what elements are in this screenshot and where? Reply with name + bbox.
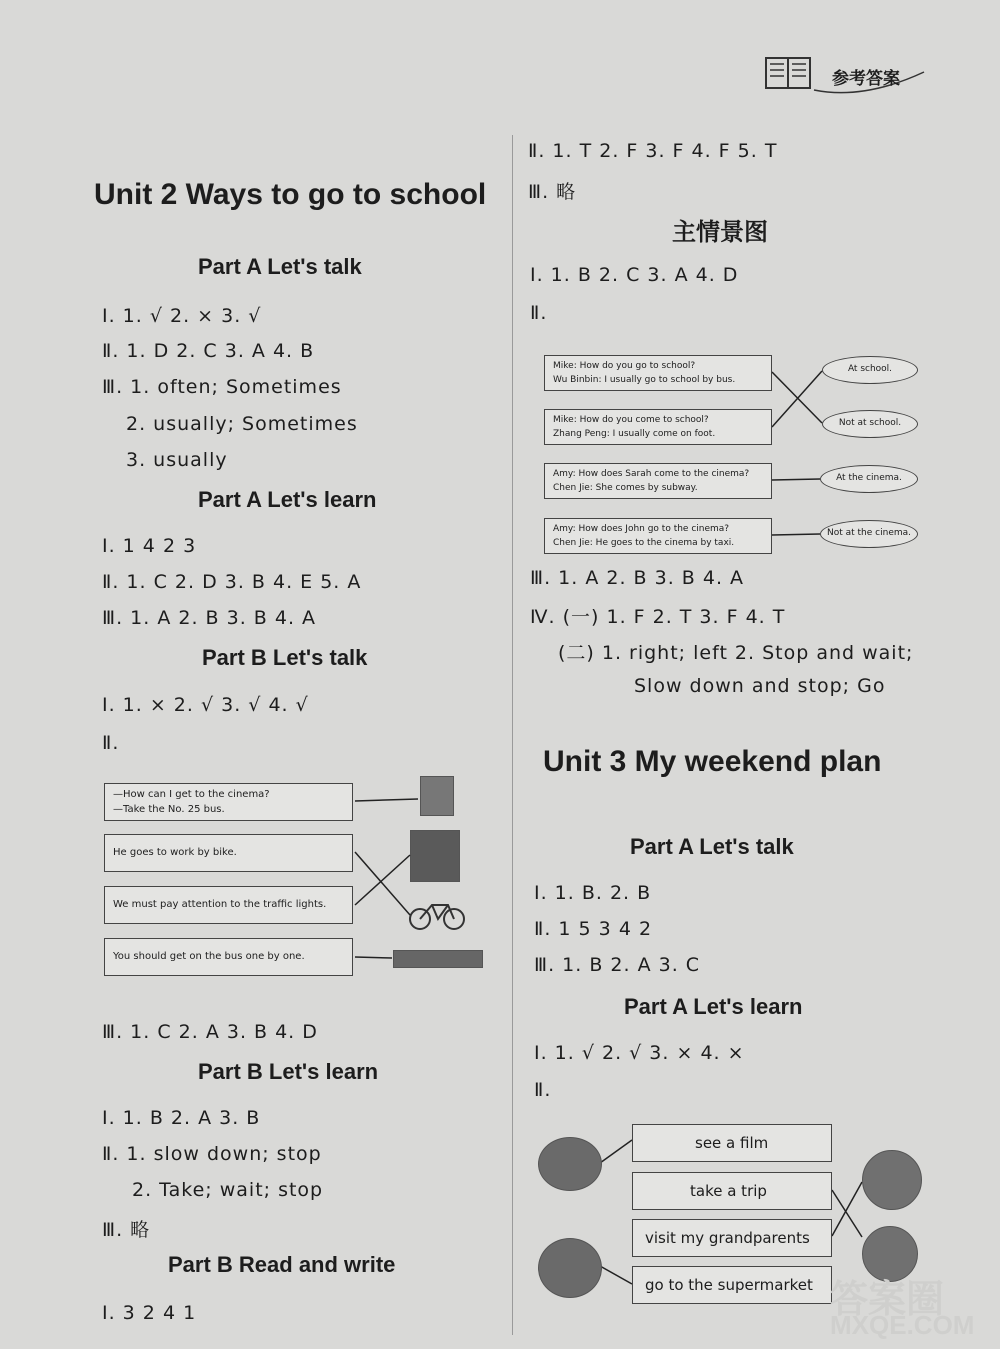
scene-line-5: (二) 1. right; left 2. Stop and wait; — [558, 642, 914, 664]
b-learn-line-1: Ⅰ. 1. B 2. A 3. B — [102, 1107, 261, 1129]
phrase-label-3: visit my grandparents — [645, 1229, 810, 1247]
b-read-heading: Part B Read and write — [168, 1252, 396, 1277]
b-learn-line-2: Ⅱ. 1. slow down; stop — [102, 1143, 322, 1165]
unit3-title: Unit 3 My weekend plan — [543, 745, 882, 778]
header-title: 参考答案 — [832, 69, 900, 89]
b-talk-line-3: Ⅲ. 1. C 2. A 3. B 4. D — [102, 1021, 318, 1043]
match-box-3: We must pay attention to the traffic lights. — [104, 886, 353, 924]
b-talk-line-2: Ⅱ. — [102, 732, 120, 754]
a-talk-line-5: 3. usually — [126, 449, 228, 471]
dialog-box-4: Amy: How does John go to the cinema? Chen Jie: He goes to the cinema by taxi. — [544, 518, 772, 554]
dialog-box-1: Mike: How do you go to school? Wu Binbin: I usually go to school by bus. — [544, 355, 772, 391]
watermark-logo: 答案圈 — [830, 1279, 945, 1321]
scene-line-6: Slow down and stop; Go — [634, 675, 886, 697]
b-read-line-1: Ⅰ. 3 2 4 1 — [102, 1302, 197, 1324]
right-top-line-2: Ⅲ. 略 — [528, 181, 577, 203]
a-learn-line-3: Ⅲ. 1. A 2. B 3. B 4. A — [102, 607, 317, 629]
film-ticket-picture — [538, 1137, 602, 1191]
scene-line-4: Ⅳ. (一) 1. F 2. T 3. F 4. T — [530, 606, 786, 628]
u3-a-talk-heading: Part A Let's talk — [630, 834, 794, 859]
right-top-line-1: Ⅱ. 1. T 2. F 3. F 4. F 5. T — [528, 140, 778, 162]
a-learn-line-2: Ⅱ. 1. C 2. D 3. B 4. E 5. A — [102, 571, 362, 593]
u3-a-learn-heading: Part A Let's learn — [624, 994, 803, 1019]
scene-line-1: Ⅰ. 1. B 2. C 3. A 4. D — [530, 264, 739, 286]
u3-a-talk-line-2: Ⅱ. 1 5 3 4 2 — [534, 918, 653, 940]
a-talk-line-3: Ⅲ. 1. often; Sometimes — [102, 376, 342, 398]
scene-heading: 主情景图 — [672, 218, 768, 246]
phrase-label-2: take a trip — [690, 1182, 767, 1200]
phrase-visit-grandparents — [632, 1219, 832, 1257]
match-box-1: —How can I get to the cinema? —Take the No. 25 bus. — [104, 783, 353, 821]
match-box-2: He goes to work by bike. — [104, 834, 353, 872]
b-learn-heading: Part B Let's learn — [198, 1059, 379, 1084]
a-talk-line-2: Ⅱ. 1. D 2. C 3. A 4. B — [102, 340, 315, 362]
a-learn-heading: Part A Let's learn — [198, 487, 377, 512]
dialog-box-2: Mike: How do you come to school? Zhang Peng: I usually come on foot. — [544, 409, 772, 445]
phrase-see-a-film — [632, 1124, 832, 1162]
phrase-take-a-trip — [632, 1172, 832, 1210]
phrase-label-4: go to the supermarket — [645, 1276, 813, 1294]
a-talk-line-1: Ⅰ. 1. √ 2. × 3. √ — [102, 305, 262, 327]
u3-a-talk-line-1: Ⅰ. 1. B. 2. B — [534, 882, 652, 904]
b-talk-line-1: Ⅰ. 1. × 2. √ 3. √ 4. √ — [102, 694, 309, 716]
oval-not-at-cinema: Not at the cinema. — [820, 520, 918, 548]
b-learn-line-4: Ⅲ. 略 — [102, 1219, 151, 1241]
u3-a-talk-line-3: Ⅲ. 1. B 2. A 3. C — [534, 954, 701, 976]
shopping-cart-picture — [538, 1238, 602, 1298]
oval-at-school: At school. — [822, 356, 918, 384]
b-learn-line-3: 2. Take; wait; stop — [132, 1179, 324, 1201]
match-box-4: You should get on the bus one by one. — [104, 938, 353, 976]
scene-line-2: Ⅱ. — [530, 302, 548, 324]
a-talk-heading: Part A Let's talk — [198, 254, 362, 279]
phrase-label-1: see a film — [695, 1134, 769, 1152]
u3-a-learn-line-2: Ⅱ. — [534, 1079, 552, 1101]
grandparents-picture — [862, 1150, 922, 1210]
watermark-url: MXQE.COM — [830, 1310, 975, 1340]
u3-a-learn-line-1: Ⅰ. 1. √ 2. √ 3. × 4. × — [534, 1042, 745, 1064]
phrase-go-to-supermarket — [632, 1266, 832, 1304]
a-learn-line-1: Ⅰ. 1 4 2 3 — [102, 535, 197, 557]
a-talk-line-4: 2. usually; Sometimes — [126, 413, 358, 435]
unit2-title: Unit 2 Ways to go to school — [94, 178, 487, 211]
b-talk-heading: Part B Let's talk — [202, 645, 368, 670]
dialog-box-3: Amy: How does Sarah come to the cinema? Chen Jie: She comes by subway. — [544, 463, 772, 499]
oval-at-cinema: At the cinema. — [820, 465, 918, 493]
scene-line-3: Ⅲ. 1. A 2. B 3. B 4. A — [530, 567, 745, 589]
oval-not-at-school: Not at school. — [822, 410, 918, 438]
